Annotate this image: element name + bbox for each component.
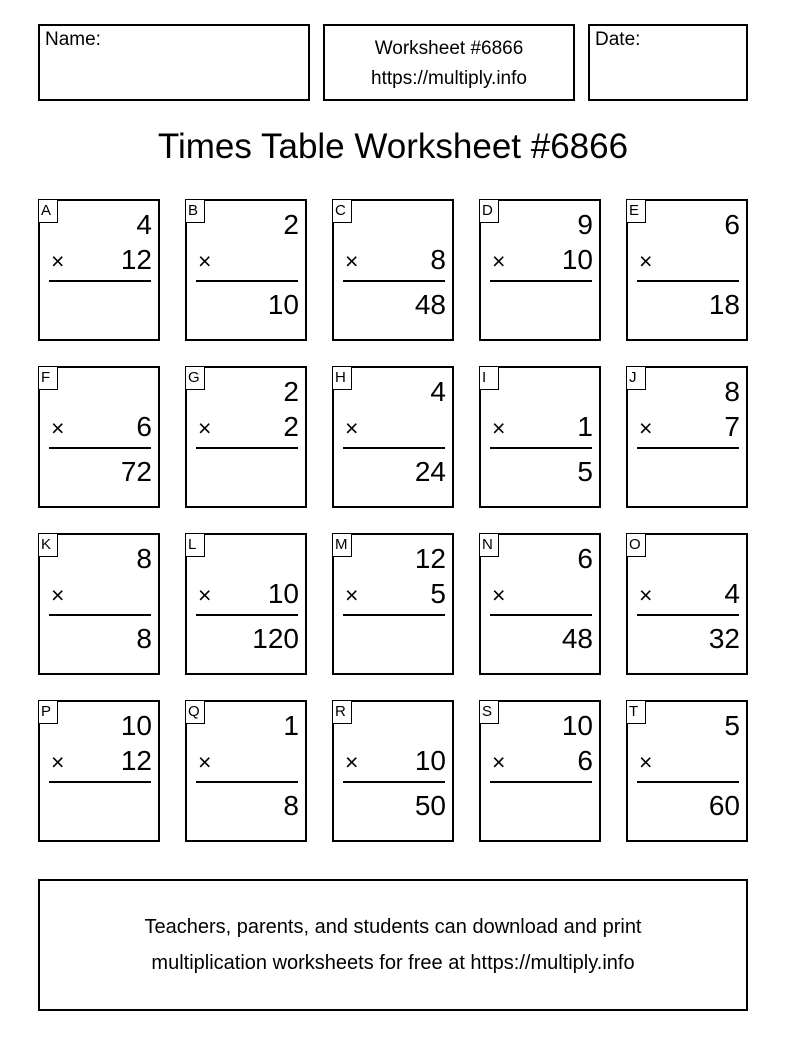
- problem-card: [626, 199, 748, 341]
- problem-card: [185, 199, 307, 341]
- answer-rule: [49, 447, 151, 449]
- answer-rule: [637, 614, 739, 616]
- name-box[interactable]: [38, 24, 310, 101]
- multiplier: 6: [136, 411, 152, 442]
- times-sign: ×: [198, 749, 212, 775]
- problem-card: [332, 366, 454, 508]
- problem-letter: C: [332, 199, 352, 223]
- multiplier: 4: [724, 578, 740, 609]
- times-sign: ×: [51, 248, 65, 274]
- problem-letter: K: [38, 533, 58, 557]
- product: 24: [414, 456, 446, 487]
- times-sign: ×: [198, 248, 212, 274]
- times-sign: ×: [492, 582, 506, 608]
- multiplier: 2: [283, 411, 299, 442]
- times-sign: ×: [639, 749, 653, 775]
- times-sign: ×: [198, 582, 212, 608]
- problem-card: [185, 700, 307, 842]
- problem-letter: T: [626, 700, 646, 724]
- problem-card: [479, 366, 601, 508]
- times-sign: ×: [345, 248, 359, 274]
- multiplicand: 6: [577, 543, 593, 574]
- times-sign: ×: [639, 582, 653, 608]
- date-label: Date:: [595, 29, 641, 50]
- product: 10: [267, 289, 299, 320]
- page-title: Times Table Worksheet #6866: [157, 127, 629, 166]
- problem-letter: A: [38, 199, 58, 223]
- multiplicand: 4: [430, 376, 446, 407]
- answer-rule: [196, 280, 298, 282]
- problem-card: [332, 700, 454, 842]
- answer-rule: [343, 280, 445, 282]
- times-sign: ×: [51, 582, 65, 608]
- times-sign: ×: [345, 582, 359, 608]
- times-sign: ×: [51, 749, 65, 775]
- problem-card: [479, 533, 601, 675]
- multiplicand: 12: [414, 543, 446, 574]
- multiplier: 12: [120, 745, 152, 776]
- multiplicand: 2: [283, 376, 299, 407]
- problem-card: [479, 700, 601, 842]
- multiplier: 10: [414, 745, 446, 776]
- answer-rule: [49, 280, 151, 282]
- problem-letter: F: [38, 366, 58, 390]
- product: 60: [708, 790, 740, 821]
- product: 48: [414, 289, 446, 320]
- problem-letter: H: [332, 366, 352, 390]
- answer-rule: [343, 614, 445, 616]
- problem-letter: I: [479, 366, 499, 390]
- footer-box: [38, 879, 748, 1011]
- multiplier: 10: [267, 578, 299, 609]
- product: 120: [252, 623, 299, 654]
- problem-card: [479, 199, 601, 341]
- multiplicand: 10: [120, 710, 152, 741]
- problem-letter: M: [332, 533, 352, 557]
- times-sign: ×: [345, 415, 359, 441]
- multiplier: 7: [724, 411, 740, 442]
- answer-rule: [343, 781, 445, 783]
- multiplicand: 5: [724, 710, 740, 741]
- multiplicand: 6: [724, 209, 740, 240]
- worksheet-url: https://multiply.info: [371, 68, 527, 89]
- answer-rule: [637, 781, 739, 783]
- problem-card: [38, 700, 160, 842]
- times-sign: ×: [51, 415, 65, 441]
- product: 18: [708, 289, 740, 320]
- problem-grid: [38, 199, 748, 842]
- answer-rule: [49, 781, 151, 783]
- answer-rule: [490, 781, 592, 783]
- problem-card: [185, 366, 307, 508]
- multiplicand: 8: [724, 376, 740, 407]
- multiplier: 10: [561, 244, 593, 275]
- problem-letter: L: [185, 533, 205, 557]
- multiplicand: 2: [283, 209, 299, 240]
- problem-letter: O: [626, 533, 646, 557]
- answer-rule: [196, 614, 298, 616]
- multiplicand: 10: [561, 710, 593, 741]
- problem-letter: B: [185, 199, 205, 223]
- problem-card: [626, 700, 748, 842]
- problem-card: [38, 199, 160, 341]
- product: 72: [120, 456, 152, 487]
- problem-letter: G: [185, 366, 205, 390]
- answer-rule: [490, 614, 592, 616]
- problem-card: [626, 366, 748, 508]
- footer-line-2: multiplication worksheets for free at https://multiply.info: [151, 952, 635, 974]
- multiplicand: 8: [136, 543, 152, 574]
- problem-card: [185, 533, 307, 675]
- problem-letter: J: [626, 366, 646, 390]
- answer-rule: [343, 447, 445, 449]
- multiplier: 1: [577, 411, 593, 442]
- times-sign: ×: [492, 415, 506, 441]
- problem-letter: N: [479, 533, 499, 557]
- name-label: Name:: [45, 29, 101, 50]
- answer-rule: [196, 781, 298, 783]
- times-sign: ×: [492, 248, 506, 274]
- problem-letter: S: [479, 700, 499, 724]
- answer-rule: [49, 614, 151, 616]
- problem-card: [332, 199, 454, 341]
- times-sign: ×: [198, 415, 212, 441]
- problem-card: [626, 533, 748, 675]
- problem-letter: E: [626, 199, 646, 223]
- worksheet-info-box: [323, 24, 575, 101]
- multiplicand: 1: [283, 710, 299, 741]
- multiplier: 6: [577, 745, 593, 776]
- problem-letter: P: [38, 700, 58, 724]
- times-sign: ×: [639, 415, 653, 441]
- problem-card: [38, 533, 160, 675]
- multiplicand: 4: [136, 209, 152, 240]
- product: 8: [136, 623, 152, 654]
- product: 8: [283, 790, 299, 821]
- answer-rule: [490, 447, 592, 449]
- problem-letter: R: [332, 700, 352, 724]
- multiplier: 12: [120, 244, 152, 275]
- times-sign: ×: [492, 749, 506, 775]
- product: 48: [561, 623, 593, 654]
- worksheet-number: Worksheet #6866: [374, 38, 524, 59]
- problem-letter: D: [479, 199, 499, 223]
- product: 50: [414, 790, 446, 821]
- product: 32: [708, 623, 740, 654]
- problem-card: [38, 366, 160, 508]
- answer-rule: [637, 447, 739, 449]
- footer-line-1: Teachers, parents, and students can download and print: [144, 916, 642, 938]
- answer-rule: [637, 280, 739, 282]
- answer-rule: [490, 280, 592, 282]
- times-sign: ×: [639, 248, 653, 274]
- multiplier: 8: [430, 244, 446, 275]
- multiplier: 5: [430, 578, 446, 609]
- multiplicand: 9: [577, 209, 593, 240]
- problem-card: [332, 533, 454, 675]
- date-box[interactable]: [588, 24, 748, 101]
- times-sign: ×: [345, 749, 359, 775]
- problem-letter: Q: [185, 700, 205, 724]
- answer-rule: [196, 447, 298, 449]
- product: 5: [577, 456, 593, 487]
